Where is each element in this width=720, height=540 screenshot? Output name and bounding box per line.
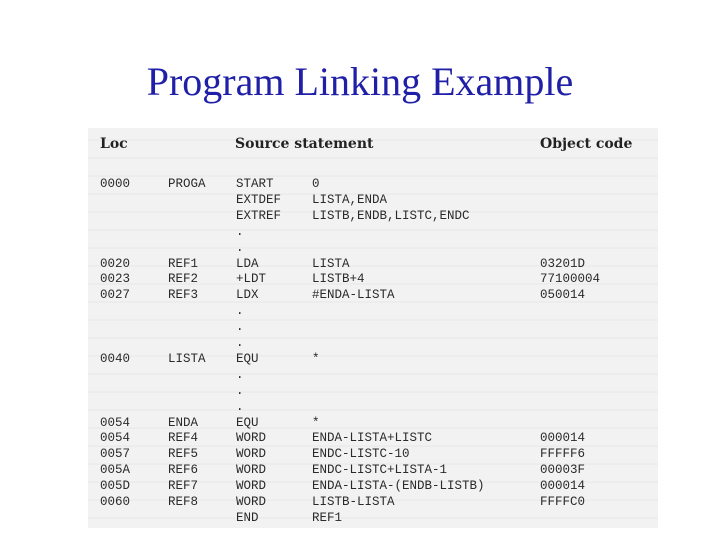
label-cell: LISTA <box>168 351 206 366</box>
loc-cell: 0054 <box>100 431 131 446</box>
slide-title: Program Linking Example <box>146 59 574 104</box>
loc-cell: 0020 <box>100 256 131 271</box>
loc-cell: 0023 <box>100 272 131 287</box>
operand-cell: LISTA <box>312 256 350 271</box>
operand-cell: #ENDA-LISTA <box>312 288 395 303</box>
label-cell: REF4 <box>168 431 199 446</box>
header-loc: Loc <box>100 136 128 152</box>
table-row <box>88 510 658 526</box>
table-row <box>88 224 658 240</box>
label-cell: PROGA <box>168 177 206 191</box>
opcode-cell: WORD <box>236 431 267 446</box>
table-row <box>88 240 658 256</box>
operand-cell: LISTA,ENDA <box>312 192 388 207</box>
table-row <box>88 383 658 399</box>
operand-cell: * <box>312 351 320 366</box>
opcode-cell: WORD <box>236 463 267 478</box>
opcode-cell: . <box>236 367 244 382</box>
label-cell: REF2 <box>168 272 199 287</box>
table-row <box>88 399 658 415</box>
table-row <box>88 494 658 510</box>
loc-cell: 0057 <box>100 447 131 462</box>
loc-cell: 005A <box>100 463 131 478</box>
opcode-cell: WORD <box>236 479 267 494</box>
table-row <box>88 462 658 478</box>
loc-cell: 0027 <box>100 288 131 303</box>
label-cell: REF6 <box>168 463 199 478</box>
object-code-cell: 03201D <box>540 256 586 271</box>
loc-cell: 0054 <box>100 415 131 430</box>
object-code-cell: 000014 <box>540 479 586 494</box>
table-row <box>88 176 658 192</box>
table-row <box>88 351 658 367</box>
object-code-cell: 000014 <box>540 431 586 446</box>
table-row <box>88 287 658 303</box>
object-code-cell: 77100004 <box>540 272 601 287</box>
opcode-cell: LDA <box>236 256 259 271</box>
table-row <box>88 319 658 335</box>
table-row <box>88 446 658 462</box>
opcode-cell: . <box>236 240 244 255</box>
object-code-cell: FFFFF6 <box>540 447 586 462</box>
label-cell: REF7 <box>168 479 199 494</box>
opcode-cell: EQU <box>236 415 259 430</box>
opcode-cell: . <box>236 336 244 350</box>
opcode-cell: . <box>236 383 244 398</box>
table-row <box>88 256 658 272</box>
operand-cell: ENDA-LISTA+LISTC <box>312 431 433 446</box>
operand-cell: LISTB-LISTA <box>312 495 395 509</box>
loc-cell: 0060 <box>100 495 131 509</box>
table-row <box>88 430 658 446</box>
table-row <box>88 271 658 287</box>
operand-cell: 0 <box>312 177 320 191</box>
label-cell: REF5 <box>168 447 199 462</box>
loc-cell: 0000 <box>100 177 131 191</box>
opcode-cell: . <box>236 399 244 414</box>
operand-cell: * <box>312 415 320 430</box>
table-row <box>88 415 658 431</box>
operand-cell: REF1 <box>312 510 343 525</box>
table-row <box>88 208 658 224</box>
operand-cell: ENDA-LISTA-(ENDB-LISTB) <box>312 479 485 494</box>
object-code-cell: FFFFC0 <box>540 495 586 509</box>
table-row <box>88 335 658 351</box>
table-row <box>88 303 658 319</box>
opcode-cell: +LDT <box>236 272 267 287</box>
opcode-cell: . <box>236 320 244 335</box>
label-cell: ENDA <box>168 415 199 430</box>
loc-cell: 0040 <box>100 351 131 366</box>
opcode-cell: START <box>236 177 274 191</box>
opcode-cell: LDX <box>236 288 259 303</box>
operand-cell: ENDC-LISTC+LISTA-1 <box>312 463 448 478</box>
opcode-cell: . <box>236 304 244 319</box>
operand-cell: LISTB,ENDB,LISTC,ENDC <box>312 208 470 223</box>
header-source-statement: Source statement <box>235 136 374 152</box>
header-object-code: Object code <box>540 136 633 152</box>
opcode-cell: WORD <box>236 447 267 462</box>
assembly-listing <box>88 128 658 528</box>
label-cell: REF3 <box>168 288 199 303</box>
opcode-cell: END <box>236 510 259 525</box>
operand-cell: ENDC-LISTC-10 <box>312 447 410 462</box>
label-cell: REF8 <box>168 495 199 509</box>
object-code-cell: 050014 <box>540 288 586 303</box>
opcode-cell: WORD <box>236 495 267 509</box>
object-code-cell: 00003F <box>540 463 586 478</box>
opcode-cell: EXTREF <box>236 208 282 223</box>
operand-cell: LISTB+4 <box>312 272 365 287</box>
table-row <box>88 367 658 383</box>
opcode-cell: . <box>236 224 244 239</box>
loc-cell: 005D <box>100 479 131 494</box>
opcode-cell: EXTDEF <box>236 192 282 207</box>
label-cell: REF1 <box>168 256 199 271</box>
opcode-cell: EQU <box>236 351 259 366</box>
table-row <box>88 478 658 494</box>
table-row <box>88 192 658 208</box>
